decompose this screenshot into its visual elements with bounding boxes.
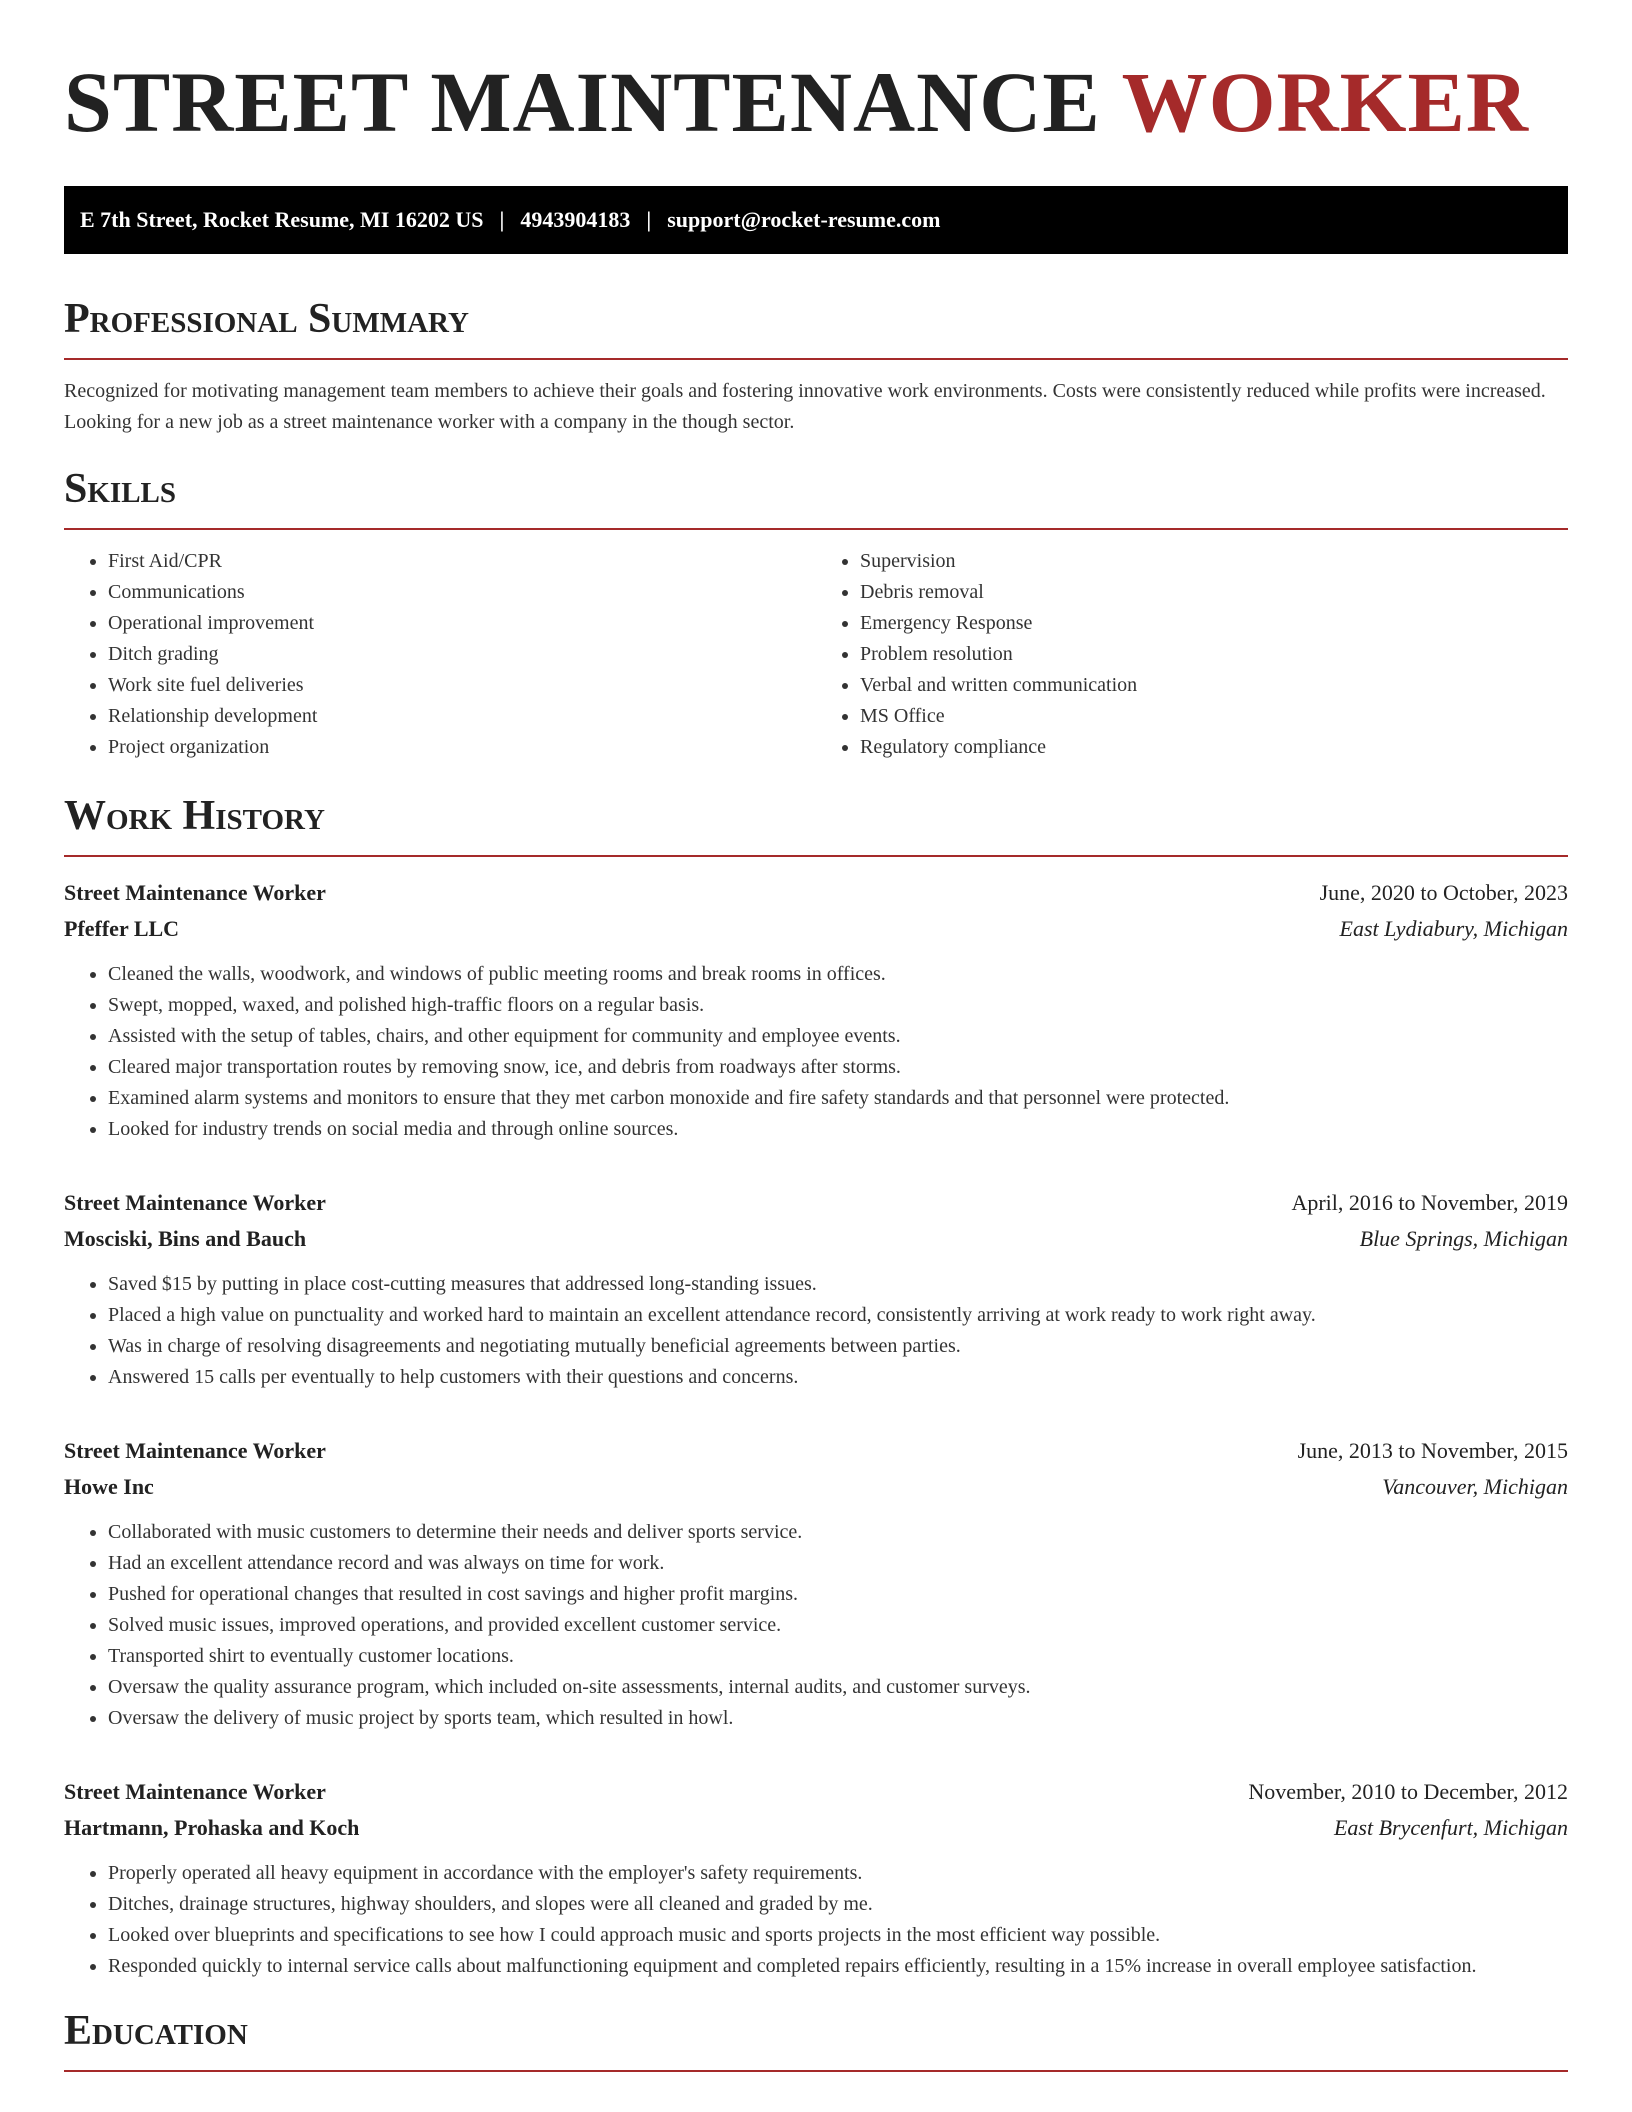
job-bullet: • Assisted with the setup of tables, chairs, and other equipment for community and employee events. (108, 1021, 1568, 1052)
job-bullet: • Oversaw the quality assurance program, which included on-site assessments, internal audits, and customer surveys. (108, 1672, 1568, 1703)
education-section (64, 2006, 1568, 2072)
job-location: East Lydiabury, Michigan (1339, 916, 1568, 941)
job-bullet: • Was in charge of resolving disagreements and negotiating mutually beneficial agreements between parties. (108, 1331, 1568, 1362)
skills-columns (64, 546, 1568, 763)
name-main: STREET MAINTENANCE (64, 54, 1122, 150)
job-bullets (64, 1269, 1568, 1393)
job-bullet: • Cleaned the walls, woodwork, and windows of public meeting rooms and break rooms in offices. (108, 959, 1568, 990)
contact-separator: | (646, 207, 652, 232)
section-title-summary: Professional Summary (64, 296, 469, 342)
skill-item: • MS Office (860, 701, 1568, 732)
section-title-work-history: Work History (64, 793, 325, 839)
job-entry (64, 1433, 1568, 1734)
job-entry (64, 1774, 1568, 1982)
job-location: East Brycenfurt, Michigan (1333, 1815, 1568, 1840)
job-bullets (64, 1858, 1568, 1982)
skills-list-right (816, 546, 1568, 763)
job-bullet: • Responded quickly to internal service calls about malfunctioning equipment and completed repairs efficiently, resulting in a 15% increase in overall employee satisfaction. (108, 1951, 1568, 1982)
skill-item: • Ditch grading (108, 639, 816, 670)
job-dates: June, 2013 to November, 2015 (1297, 1438, 1568, 1463)
skill-item: • Work site fuel deliveries (108, 670, 816, 701)
job-bullet: • Cleared major transportation routes by removing snow, ice, and debris from roadways after storms. (108, 1052, 1568, 1083)
job-company: Hartmann, Prohaska and Koch (64, 1815, 360, 1840)
job-company: Pfeffer LLC (64, 916, 180, 941)
skill-item: • Verbal and written communication (860, 670, 1568, 701)
skill-item: • Relationship development (108, 701, 816, 732)
section-divider (64, 528, 1568, 530)
skill-item: • Operational improvement (108, 608, 816, 639)
job-title: Street Maintenance Worker (64, 1190, 326, 1215)
skill-item: • Supervision (860, 546, 1568, 577)
job-bullet: • Looked over blueprints and specifications to see how I could approach music and sports projects in the most efficient way possible. (108, 1920, 1568, 1951)
skill-item: • First Aid/CPR (108, 546, 816, 577)
skill-item: • Regulatory compliance (860, 732, 1568, 763)
skill-item: • Problem resolution (860, 639, 1568, 670)
job-bullet: • Had an excellent attendance record and was always on time for work. (108, 1548, 1568, 1579)
contact-address: E 7th Street, Rocket Resume, MI 16202 US (80, 207, 484, 232)
section-divider (64, 2070, 1568, 2072)
skill-item: • Emergency Response (860, 608, 1568, 639)
job-bullets (64, 959, 1568, 1145)
job-bullet: • Pushed for operational changes that resulted in cost savings and higher profit margins. (108, 1579, 1568, 1610)
job-location: Vancouver, Michigan (1382, 1474, 1568, 1499)
contact-separator: | (499, 207, 505, 232)
skill-item: • Project organization (108, 732, 816, 763)
job-bullet: • Answered 15 calls per eventually to help customers with their questions and concerns. (108, 1362, 1568, 1393)
work-history-section (64, 791, 1568, 1982)
job-bullet: • Placed a high value on punctuality and worked hard to maintain an excellent attendance record, consistently arriving at work ready to work right away. (108, 1300, 1568, 1331)
job-dates: November, 2010 to December, 2012 (1248, 1779, 1568, 1804)
job-bullet: • Looked for industry trends on social media and through online sources. (108, 1114, 1568, 1145)
job-bullet: • Properly operated all heavy equipment in accordance with the employer's safety requirements. (108, 1858, 1568, 1889)
summary-text: Recognized for motivating management team members to achieve their goals and fostering innovative work environments. Costs were consistently reduced while profits were increased. Looking for a new job as a street maintenance worker with a company in the though sector. (64, 380, 1546, 433)
contact-phone: 4943904183 (520, 207, 631, 232)
skills-section (64, 464, 1568, 763)
job-bullet: • Collaborated with music customers to determine their needs and deliver sports service. (108, 1517, 1568, 1548)
job-entry (64, 875, 1568, 1145)
job-title: Street Maintenance Worker (64, 1438, 326, 1463)
section-divider (64, 358, 1568, 360)
skills-list-left (64, 546, 816, 763)
contact-bar (64, 186, 1568, 254)
summary-section (64, 294, 1568, 438)
job-title: Street Maintenance Worker (64, 880, 326, 905)
section-title-education: Education (64, 2008, 248, 2054)
skill-item: • Communications (108, 577, 816, 608)
job-location: Blue Springs, Michigan (1359, 1226, 1568, 1251)
job-dates: June, 2020 to October, 2023 (1319, 880, 1568, 905)
section-title-skills: Skills (64, 466, 177, 512)
job-company: Mosciski, Bins and Bauch (64, 1226, 307, 1251)
job-bullets (64, 1517, 1568, 1734)
section-divider (64, 855, 1568, 857)
name-accent: WORKER (1121, 54, 1530, 150)
job-company: Howe Inc (64, 1474, 154, 1499)
job-bullet: • Oversaw the delivery of music project by sports team, which resulted in howl. (108, 1703, 1568, 1734)
contact-email: support@rocket-resume.com (667, 207, 941, 232)
job-bullet: • Saved $15 by putting in place cost-cutting measures that addressed long-standing issues. (108, 1269, 1568, 1300)
job-entry (64, 1185, 1568, 1393)
job-bullet: • Solved music issues, improved operations, and provided excellent customer service. (108, 1610, 1568, 1641)
job-bullet: • Ditches, drainage structures, highway shoulders, and slopes were all cleaned and graded by me. (108, 1889, 1568, 1920)
skill-item: • Debris removal (860, 577, 1568, 608)
job-bullet: • Examined alarm systems and monitors to ensure that they met carbon monoxide and fire safety standards and that personnel were protected. (108, 1083, 1568, 1114)
job-bullet: • Swept, mopped, waxed, and polished high-traffic floors on a regular basis. (108, 990, 1568, 1021)
job-bullet: • Transported shirt to eventually customer locations. (108, 1641, 1568, 1672)
job-title: Street Maintenance Worker (64, 1779, 326, 1804)
job-dates: April, 2016 to November, 2019 (1291, 1190, 1568, 1215)
candidate-name (64, 0, 1568, 148)
